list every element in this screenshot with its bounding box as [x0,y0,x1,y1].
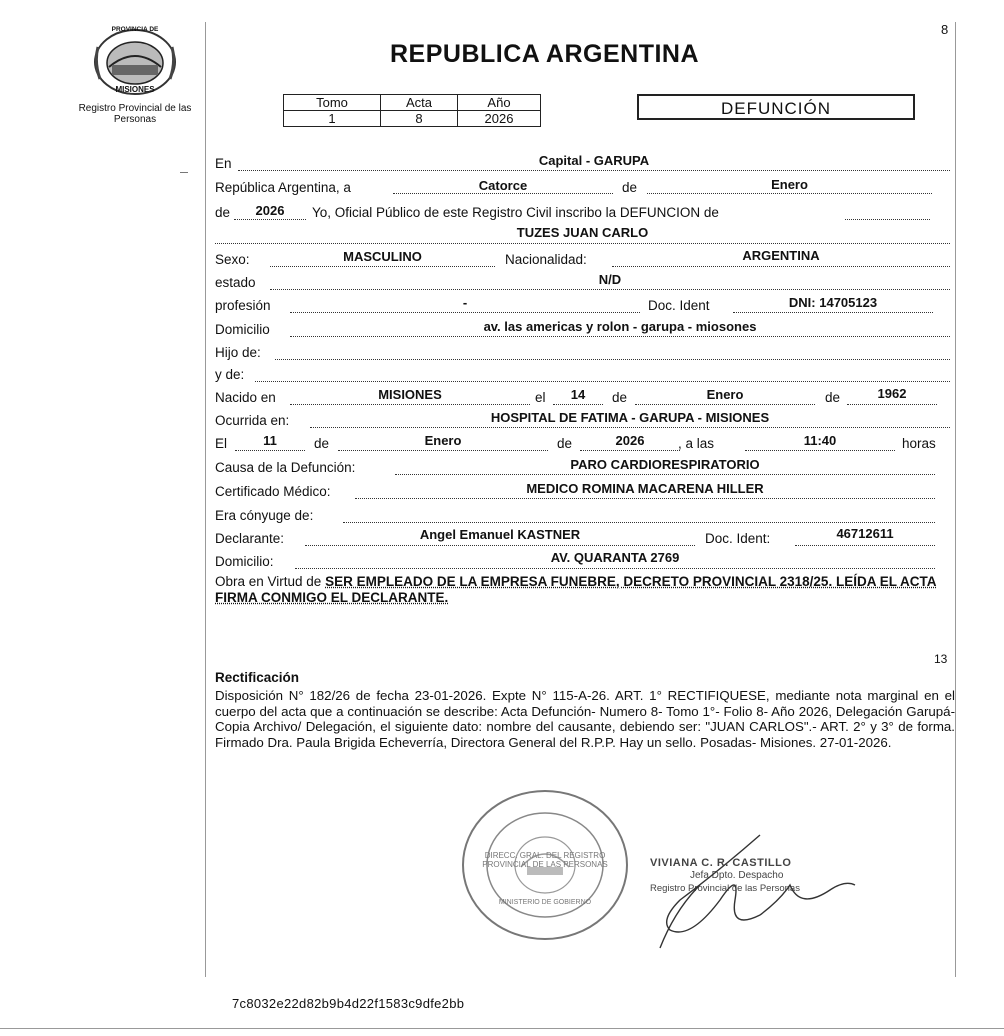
right-margin-line [955,22,956,977]
nacido-en-value: MISIONES [378,387,442,402]
label-domicilio: Domicilio [215,322,270,337]
dotline [295,568,935,569]
ocurrida-en-value: HOSPITAL DE FATIMA - GARUPA - MISIONES [490,410,770,425]
register-value-ano: 2026 [458,111,541,127]
dotline [733,312,933,313]
dotline [270,266,495,267]
death-day-value: 11 [263,433,277,448]
register-value-tomo: 1 [284,111,381,127]
nacionalidad-value: ARGENTINA [742,248,820,263]
dotline [238,170,950,171]
domicilio-value: av. las americas y rolon - garupa - miosones [483,319,757,334]
death-year-value: 2026 [615,433,645,448]
label-horas: horas [902,436,936,451]
register-header-tomo: Tomo [284,95,381,111]
document-hash: 7c8032e22d82b9b4d22f1583c9dfe2bb [232,996,465,1011]
label-republica: República Argentina, a [215,180,351,195]
label-obra: Obra en Virtud de [215,574,322,589]
seal-text-top: PROVINCIA DE [111,26,159,33]
day-value: Catorce [478,178,528,193]
dotline [290,404,530,405]
register-value-acta: 8 [381,111,458,127]
label-sexo: Sexo: [215,252,250,267]
certificado-value: MEDICO ROMINA MACARENA HILLER [526,481,764,496]
label-doc-ident-2: Doc. Ident: [705,531,771,546]
page-number-mid: 13 [934,652,948,666]
dotline [355,498,935,499]
birth-day-value: 14 [570,387,586,402]
birth-month-value: Enero [706,387,744,402]
causa-value: PARO CARDIORESPIRATORIO [570,457,760,472]
dotline [847,404,937,405]
label-de: de [622,180,638,195]
doc-ident-2-value: 46712611 [836,526,894,541]
obra-value: SER EMPLEADO DE LA EMPRESA FUNEBRE, DECRETO PROVINCIAL 2318/25. LEÍDA EL ACTA FIRMA CONMIGO EL DECLARANTE. [215,574,937,605]
dotline [343,522,935,523]
label-de: de [612,390,628,405]
document-type-box: DEFUNCIÓN [637,94,915,120]
label-a-las: , a las [678,436,715,451]
deceased-name: TUZES JUAN CARLO [516,225,649,240]
label-ocurrida-en: Ocurrida en: [215,413,290,428]
left-margin-line [205,22,206,977]
label-declarante: Declarante: [215,531,285,546]
dotline [235,450,305,451]
page-number-top: 8 [941,22,949,37]
label-nacionalidad: Nacionalidad: [505,252,587,267]
register-table [283,94,541,127]
rectificacion-text: Disposición N° 182/26 de fecha 23-01-2026. Expte N° 115-A-26. ART. 1° RECTIFIQUESE, mediante nota marginal en el cuerpo del acta que a continuación se describe: Acta Defunción- Numero 8- Tomo 1°- Folio 8- Año 2026, Delegación Garupá- Copia Archivo/ Delegación, el siguiente dato: nombre del causante, debiendo ser: "JUAN CARLOS".- ART. 2° y 3° de forma. Firmado Dra. Paula Brigida Echeverría, Directora General del R.P.P. Hay un sello. Posadas- Misiones. 27-01-2026. [215,688,955,750]
dotline [745,450,895,451]
rectificacion-heading: Rectificación [215,670,300,685]
dotline [795,545,935,546]
label-causa: Causa de la Defunción: [215,460,356,475]
dotline [395,474,935,475]
margin-mark [180,172,188,173]
label-en: En [215,156,232,171]
dotline [290,312,640,313]
dotline [647,193,932,194]
signer-title: Jefa Dpto. Despacho [690,870,784,881]
dotline [255,381,950,382]
province-seal [92,27,178,97]
organization-name: Registro Provincial de las Personas [78,103,192,125]
stamp-ring-text: DIRECC. GRAL. DEL REGISTRO PROVINCIAL DE LAS PERSONAS [482,851,608,869]
dotline [305,545,695,546]
dotline [215,243,950,244]
label-y-de: y de: [215,367,245,382]
bottom-edge-line [0,1028,1004,1029]
stamp-inner-text: MINISTERIO DE GOBIERNO [498,899,592,906]
official-stamp [455,785,635,945]
label-el: el [535,390,546,405]
page-title: REPUBLICA ARGENTINA [390,40,700,68]
dotline [290,336,950,337]
label-el: El [215,436,228,451]
death-month-value: Enero [424,433,462,448]
label-de: de [314,436,330,451]
signer-name: VIVIANA C. R. CASTILLO [650,857,792,869]
label-doc-ident: Doc. Ident [648,298,710,313]
domicilio-2-value: AV. QUARANTA 2769 [550,550,680,565]
dotline [338,450,548,451]
dotline [635,404,815,405]
label-de: de [215,205,231,220]
death-time-value: 11:40 [803,433,837,448]
label-de: de [825,390,841,405]
label-profesion: profesión [215,298,271,313]
register-header-acta: Acta [381,95,458,111]
dotline [393,193,613,194]
label-estado: estado [215,275,256,290]
label-certificado: Certificado Médico: [215,484,331,499]
declarante-value: Angel Emanuel KASTNER [419,527,581,542]
label-hijo-de: Hijo de: [215,345,261,360]
handwritten-signature [640,830,860,950]
dotline [270,289,950,290]
profesion-value: - [462,295,468,310]
register-header-ano: Año [458,95,541,111]
year-value: 2026 [255,203,285,218]
label-domicilio-2: Domicilio: [215,554,274,569]
dotline [310,427,950,428]
dotline [275,359,950,360]
doc-ident-value: DNI: 14705123 [788,295,878,310]
label-nacido-en: Nacido en [215,390,276,405]
obra-paragraph [215,574,955,606]
sexo-value: MASCULINO [343,249,422,264]
signer-org: Registro Provincial de las Personas [650,883,800,894]
dotline [845,219,930,220]
birth-year-value: 1962 [877,386,907,401]
label-de: de [557,436,573,451]
label-conyuge: Era cónyuge de: [215,508,314,523]
place-value: Capital - GARUPA [538,153,650,168]
estado-value: N/D [598,272,622,287]
dotline [580,450,680,451]
seal-text-bottom: MISIONES [115,85,155,94]
month-value: Enero [771,177,808,192]
dotline [612,266,950,267]
dotline [553,404,603,405]
officer-text: Yo, Oficial Público de este Registro Civil inscribo la DEFUNCION de [312,205,719,220]
dotline [234,219,306,220]
